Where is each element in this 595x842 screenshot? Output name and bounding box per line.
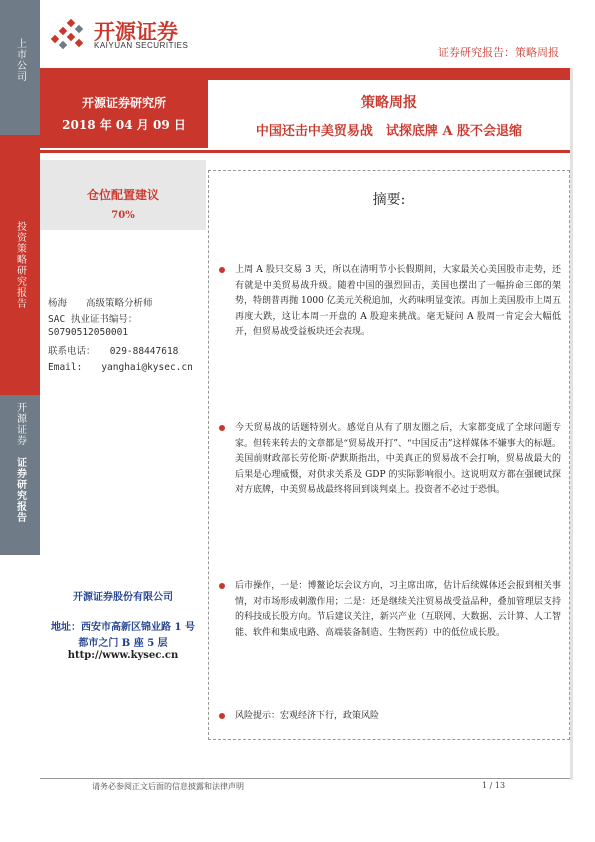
- company-logo: [48, 16, 198, 50]
- analyst-sac-number: S0790512050001: [48, 327, 129, 338]
- bullet-text: 今天贸易战的话题特别火。感觉自从有了朋友圈之后，大家都变成了全球问题专家。但转来转去的文章都是“贸易战开打”、“中国反击”这样媒体不嫌事大的标题。美国前财政部长劳伦斯·萨默斯指出，中美真正的贸易战不会打响，贸易战最大的后果是心理威慑，对供求关系及 GDP 的实际影响很小。这说明双方都在强硬试探对方底牌，中美贸易战最终将回到谈判桌上。投资者不必过于恐惧。: [235, 423, 561, 495]
- allocation-title: 仓位配置建议: [86, 188, 159, 202]
- bullet-text: 风险提示：宏观经济下行，政策风险: [235, 711, 380, 721]
- bullet-text: 后市操作，一是：博鳌论坛会议方向，习主席出席，估计后续媒体还会报到相关事情，对市场形成刺激作用；二是：还是继续关注贸易战受益品种，叠加管理层支持的科技成长股方向。节后建议关注，新兴产业（互联网、大数据、云计算、人工智能、软件和集成电路、高端装备制造、生物医药）中的低位成长股。: [235, 581, 561, 638]
- company-address-1: 地址：西安市高新区锦业路 1 号: [51, 622, 195, 633]
- institute-name: 开源证券研究所: [81, 96, 166, 110]
- logo-text-cn: 开源证券: [94, 20, 178, 44]
- allocation-box: [40, 160, 206, 230]
- summary-bullet: [219, 579, 561, 641]
- sidebar-label-kaiyuan: 开源证券: [14, 402, 26, 446]
- bullet-dot-icon: [219, 713, 225, 719]
- header-red-bar: [40, 68, 570, 80]
- doc-title: 中国还击中美贸易战 试探底牌 A 股不会退缩: [255, 124, 523, 139]
- footer-disclaimer: 请务必参阅正文后面的信息披露和法律声明: [92, 782, 244, 791]
- company-name: 开源证券股份有限公司: [73, 592, 173, 603]
- bullet-text: 上周 A 股只交易 3 天，所以在清明节小长假期间，大家最关心美国股市走势，还有就是中美贸易战升级。随着中国的强烈回击，美国也摆出了一幅拚命三郎的架势，特朗普再抛 1000 亿美元关税追加，火药味明显变浓。再加上美国股市上周五再度大跌，这让本周一开盘的 A 股迎来挑战。毫无疑问 A 股周一肯定会大幅低开，但贸易战受益板块还会表现。: [235, 265, 561, 337]
- bullet-dot-icon: [219, 425, 225, 431]
- logo-text-en: KAIYUAN SECURITIES: [94, 41, 189, 50]
- doc-type: 策略周报: [361, 95, 417, 111]
- allocation-value: 70%: [111, 210, 135, 221]
- analyst-phone: 联系电话： 029-88447618: [48, 346, 179, 357]
- analyst-name-title: 杨海 高级策略分析师: [48, 298, 153, 309]
- summary-bullet: [219, 263, 561, 341]
- summary-panel: [208, 170, 570, 740]
- report-category: 证券研究报告：策略周报: [438, 46, 559, 59]
- company-address-2: 都市之门 B 座 5 层: [78, 638, 168, 649]
- sidebar-label-listed-company: 上市公司: [14, 38, 26, 82]
- institute-box: [40, 80, 208, 148]
- sidebar-label-securities-report: 证券研究报告: [14, 457, 26, 523]
- title-divider: [40, 150, 570, 153]
- logo-mark-icon: [48, 16, 92, 50]
- bullet-dot-icon: [219, 583, 225, 589]
- title-area: [208, 80, 570, 148]
- company-website[interactable]: http://www.kysec.cn: [67, 650, 179, 661]
- page-number: 1 / 13: [482, 781, 506, 790]
- analyst-sac-label: SAC 执业证书编号：: [48, 314, 138, 325]
- report-date: 2018 年 04 月 09 日: [62, 118, 186, 132]
- footer-divider: [40, 778, 570, 779]
- right-edge-bar: [570, 68, 573, 780]
- bullet-dot-icon: [219, 267, 225, 273]
- summary-bullet: [219, 709, 561, 725]
- analyst-email[interactable]: Email: yanghai@kysec.cn: [48, 362, 193, 373]
- sidebar-label-strategy-report: 投资策略研究报告: [14, 221, 26, 309]
- summary-title: 摘要:: [372, 192, 406, 208]
- summary-bullet: [219, 421, 561, 499]
